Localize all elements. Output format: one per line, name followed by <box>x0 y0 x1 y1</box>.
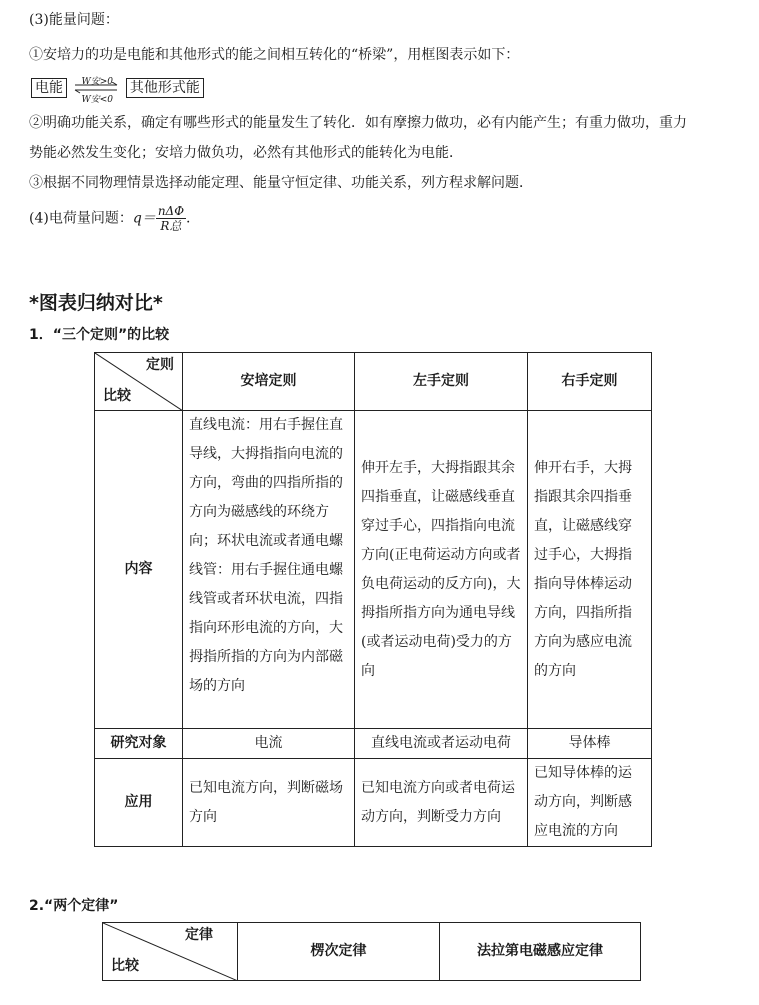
cell-right-application: 已知导体棒的运动方向，判断感应电流的方向 <box>528 759 652 847</box>
table1-corner-cell <box>95 353 183 411</box>
header-right-hand-rule: 右手定则 <box>528 353 652 411</box>
row-label-object: 研究对象 <box>95 729 183 759</box>
charge-fraction <box>156 204 186 233</box>
arrow-top-label: W安>0 <box>81 77 113 87</box>
two-laws-table <box>102 922 641 981</box>
box-other-energy: 其他形式能 <box>126 78 204 98</box>
table1-caption: 1．“三个定则”的比较 <box>29 327 170 343</box>
table-row <box>95 411 652 729</box>
corner-top-label: 定律 <box>185 927 213 943</box>
cell-left-application: 已知电流方向或者电荷运动方向，判断受力方向 <box>355 759 528 847</box>
header-left-hand-rule: 左手定则 <box>355 353 528 411</box>
row-label-application: 应用 <box>95 759 183 847</box>
header-ampere-rule: 安培定则 <box>183 353 355 411</box>
table2-corner-cell <box>103 923 238 981</box>
charge-formula <box>29 204 191 233</box>
cell-right-object: 导体棒 <box>528 729 652 759</box>
table2-caption: 2.“两个定律” <box>29 898 119 914</box>
cell-ampere-object: 电流 <box>183 729 355 759</box>
section-title: *图表归纳对比* <box>29 292 163 314</box>
cell-ampere-application: 已知电流方向，判断磁场方向 <box>183 759 355 847</box>
arrow-bottom-label: W安<0 <box>81 95 113 105</box>
cell-right-content: 伸开右手，大拇指跟其余四指垂直，让磁感线穿过手心，大拇指指向导体棒运动方向，四指所指方向为感应电流的方向 <box>528 411 652 729</box>
charge-lhs: q＝ <box>132 210 156 227</box>
corner-bottom-label: 比较 <box>103 388 131 404</box>
table1-header-row <box>95 353 652 411</box>
energy-paragraph-1: ①安培力的功是电能和其他形式的能之间相互转化的“桥梁”，用框图表示如下： <box>29 47 520 63</box>
three-rules-table <box>94 352 652 847</box>
header-lenz-law: 楞次定律 <box>238 923 440 981</box>
row-label-content: 内容 <box>95 411 183 729</box>
charge-prefix: (4)电荷量问题： <box>29 210 133 227</box>
table-row <box>95 729 652 759</box>
conversion-arrows <box>73 77 119 105</box>
corner-top-label: 定则 <box>146 357 174 373</box>
charge-suffix: . <box>186 210 191 227</box>
header-faraday-law: 法拉第电磁感应定律 <box>440 923 641 981</box>
energy-flow-diagram <box>31 77 204 105</box>
charge-numerator: nΔΦ <box>157 204 185 218</box>
cell-left-object: 直线电流或者运动电荷 <box>355 729 528 759</box>
energy-heading: (3)能量问题： <box>29 12 119 28</box>
box-electric-energy: 电能 <box>31 78 67 98</box>
energy-paragraph-3: ③根据不同物理情景选择动能定理、能量守恒定律、功能关系，列方程求解问题． <box>29 175 533 191</box>
cell-ampere-content: 直线电流：用右手握住直导线，大拇指指向电流的方向，弯曲的四指所指的方向为磁感线的环绕方向；环状电流或者通电螺线管：用右手握住通电螺线管或者环状电流，四指指向环形电流的方向，大拇指所指的方向为内部磁场的方向 <box>183 411 355 729</box>
charge-denominator: R总 <box>160 219 182 233</box>
energy-paragraph-2b: 势能必然发生变化；安培力做负功，必然有其他形式的能转化为电能． <box>29 145 463 161</box>
corner-bottom-label: 比较 <box>111 958 139 974</box>
table-row <box>95 759 652 847</box>
table2-header-row <box>103 923 641 981</box>
energy-paragraph-2a: ②明确功能关系，确定有哪些形式的能量发生了转化．如有摩擦力做功，必有内能产生；有重力做功，重力 <box>29 115 687 131</box>
cell-left-content: 伸开左手，大拇指跟其余四指垂直，让磁感线垂直穿过手心，四指指向电流方向(正电荷运动方向或者负电荷运动的反方向)，大拇指所指方向为通电导线(或者运动电荷)受力的方向 <box>355 411 528 729</box>
